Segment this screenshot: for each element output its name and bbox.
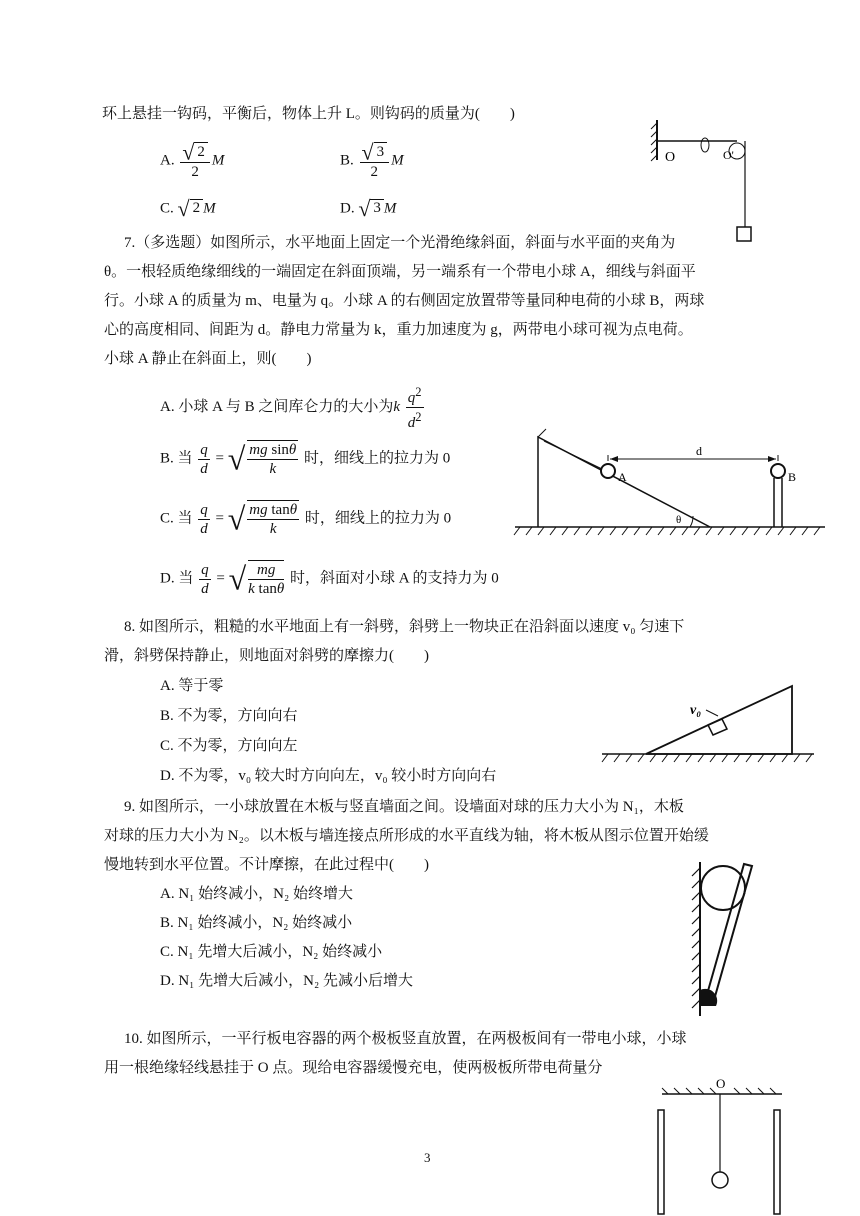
- q7-fig-label-a: A: [618, 470, 627, 484]
- q8-option-d: D. 不为零，v₀ 较大时方向向左，v₀ 较小时方向向右: [160, 768, 497, 784]
- q8-figure: [598, 680, 818, 765]
- q8-fig-label-v0: v₀: [690, 703, 702, 718]
- q9-option-b: B. N₁ 始终减小，N₂ 始终减小: [160, 915, 353, 931]
- q9-line-3: 慢地转到水平位置。不计摩擦，在此过程中( ): [104, 857, 429, 873]
- q6-fig-label-o: O: [665, 150, 676, 165]
- q9-line-2: 对球的压力大小为 N₂。以木板与墙连接点所形成的水平直线为轴，将木板从图示位置开始缓: [104, 828, 709, 844]
- q6-option-b: B. $\frac{√ 3}{2}$ M: [340, 139, 404, 180]
- q7-line-2: θ。一根轻质绝缘细线的一端固定在斜面顶端，另一端系有一个带电小球 A，细线与斜面平: [104, 264, 696, 280]
- q7-line-1: 7.（多选题）如图所示，水平地面上固定一个光滑绝缘斜面，斜面与水平面的夹角为: [124, 235, 676, 251]
- q10-line-1: 10. 如图所示，一平行板电容器的两个极板竖直放置，在两极板间有一带电小球，小球: [124, 1031, 687, 1047]
- q9-figure: [680, 858, 770, 1020]
- q8-option-c: C. 不为零，方向向左: [160, 738, 298, 754]
- q6-text: 环上悬挂一钩码，平衡后，物体上升 L。则钩码的质量为( ): [102, 106, 515, 122]
- q8-line-2: 滑，斜劈保持静止，则地面对斜劈的摩擦力( ): [104, 648, 429, 664]
- q6-option-c: C. √ 2 M: [160, 196, 216, 221]
- q8-option-b: B. 不为零，方向向右: [160, 708, 298, 724]
- q8-option-a: A. 等于零: [160, 678, 224, 694]
- q10-figure: [650, 1072, 790, 1216]
- q7-line-4: 心的高度相同、间距为 d。静电力常量为 k，重力加速度为 g，两带电小球可视为点电荷。: [104, 322, 693, 338]
- q7-line-5: 小球 A 静止在斜面上，则( ): [104, 351, 312, 367]
- q6-option-a: A. $\frac{√ 2}{2}$ M: [160, 139, 225, 180]
- q7-option-d: D. 当 $\frac{q}{d}$ = √ $\frac{mg}{\text{k tanθ}}$ 时，斜面对小球 A 的支持力为 0: [160, 560, 499, 597]
- q9-option-d: D. N₁ 先增大后减小，N₂ 先减小后增大: [160, 973, 413, 989]
- q9-line-1: 9. 如图所示，一小球放置在木板与竖直墙面之间。设墙面对球的压力大小为 N₁，木板: [124, 799, 684, 815]
- q10-fig-label-o: O: [716, 1076, 726, 1091]
- q9-option-c: C. N₁ 先增大后减小，N₂ 始终减小: [160, 944, 383, 960]
- q6-figure: [645, 115, 770, 250]
- q7-fig-label-theta: θ: [676, 514, 682, 526]
- q9-option-a: A. N₁ 始终减小，N₂ 始终增大: [160, 886, 353, 902]
- q7-line-3: 行。小球 A 的质量为 m、电量为 q。小球 A 的右侧固定放置带等量同种电荷的小球 B，两球: [104, 293, 705, 309]
- q6-option-d: D. √ 3 M: [340, 196, 397, 221]
- q7-fig-label-b: B: [788, 470, 797, 484]
- q7-option-b: B. 当 $\frac{q}{d}$ = √ $\frac{\text{mg sinθ}}{k}$ 时，细线上的拉力为 0: [160, 440, 451, 477]
- q7-option-c: C. 当 $\frac{q}{d}$ = √ $\frac{\text{mg tanθ}}{k}$ 时，细线上的拉力为 0: [160, 500, 452, 537]
- q7-fig-label-d: d: [696, 444, 702, 458]
- q7-option-a: A. 小球 A 与 B 之间库仑力的大小为k $\frac{q^2}{d^2}$: [160, 385, 422, 431]
- page-number: 3: [424, 1150, 431, 1165]
- q6-fig-label-o2: O': [723, 148, 734, 162]
- q7-figure: [510, 425, 830, 540]
- q10-line-2: 用一根绝缘轻线悬挂于 O 点。现给电容器缓慢充电，使两极板所带电荷量分: [104, 1060, 603, 1076]
- q8-line-1: 8. 如图所示，粗糙的水平地面上有一斜劈，斜劈上一物块正在沿斜面以速度 v₀ 匀速下: [124, 619, 685, 635]
